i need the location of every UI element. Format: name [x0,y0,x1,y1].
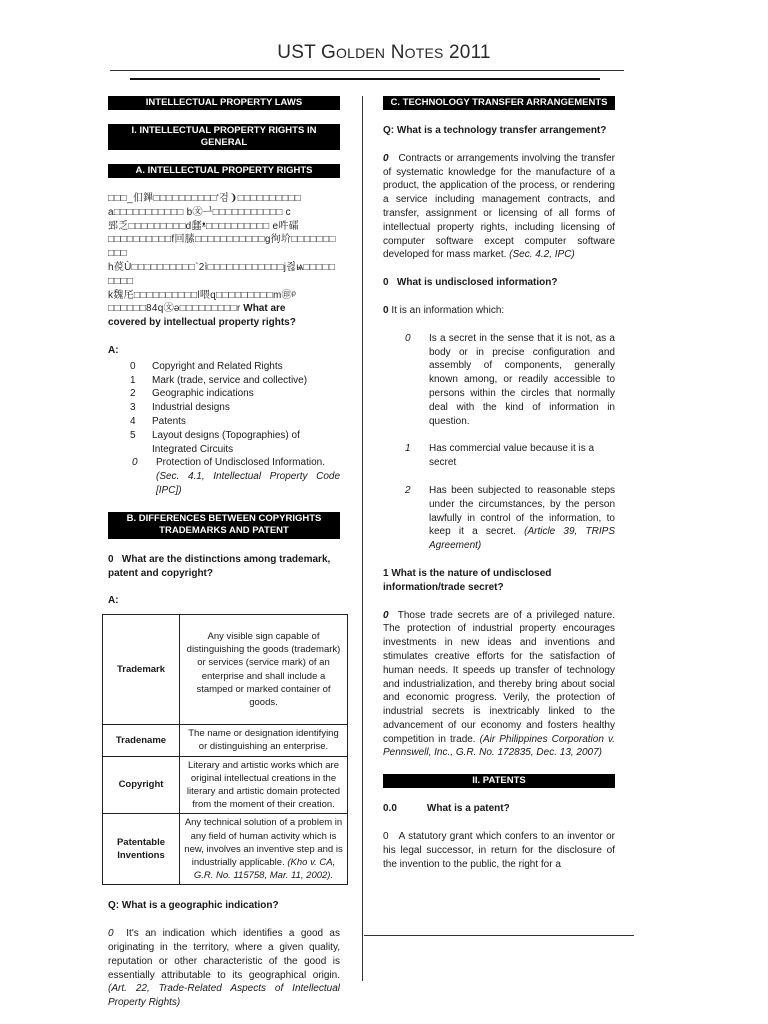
question-number: 0 [383,277,389,289]
list-item [405,484,615,553]
list-item [130,401,340,415]
table-definition-text: Any technical solution of a problem in any field of human activity which is new, involves an inventive step and is industrially applicable. [184,817,343,868]
table-row [103,756,348,814]
comparison-table [102,614,348,885]
list-item-number: 1 [130,374,136,386]
page-header [0,42,768,64]
footer-rule [364,935,634,936]
answer [383,152,615,262]
list-item-number: 0 [405,332,411,344]
citation: (Kho v. CA, G.R. No. 115758, Mar. 11, 2002). [193,856,336,882]
question-text: What is undisclosed information? [396,277,558,289]
question-text: What is the nature of undisclosed information/trade secret? [383,567,552,593]
answer-text: Those trade secrets are of a privileged nature. The protection of industrial property encourages investments in new ideas and inventions and stimulates creative efforts for the satisfaction of human needs. It speeds up transfer of technology and industrialization, and thereby bring about social and economic progress. Verily, the protection of industrial secrets is inextricably linked to the advancement of our economy and fosters healthy competition in trade. [383,609,615,745]
list-item-number: 0 [130,360,136,372]
question-text: What are the distinctions among trademark, patent and copyright? [108,553,331,579]
header-rule-thick [130,78,600,80]
answer-number: 0 [383,152,389,164]
header-title-part: OLDEN [336,45,386,61]
header-title-part: UST G [277,42,336,63]
header-title-part: N [385,42,405,63]
list-item [130,374,340,388]
question-number: 0 [108,553,114,565]
answer-label: A: [108,595,119,607]
list-item-text: Industrial designs [152,402,230,414]
table-term: Trademark [103,615,180,725]
garbled-line: □□□□□□□□□□f回膆□□□□□□□□□□□g徇圿□□□□□□□□□□ [108,234,336,260]
citation: (Sec. 4.2, IPC) [509,249,575,261]
table-row [103,725,348,756]
answer-label: A: [108,344,119,356]
answer [383,304,615,318]
answer [383,830,615,871]
list-item-text: Geographic indications [152,388,254,400]
table-definition: Any visible sign capable of distinguishing the goods (trademark) or services (service mark) of an enterprise and shall include a stamped or marked container of goods. [180,615,348,725]
table-row [103,814,348,885]
question [383,276,615,290]
section-heading: INTELLECTUAL PROPERTY LAWS [108,96,340,110]
section-heading: II. PATENTS [383,774,615,788]
citation: (Sec. 4.1, Intellectual Property Code [IPC]) [156,471,340,496]
answer-text: Contracts or arrangements involving the transfer of systematic knowledge for the manufacture of a product, the application of the process, or rendering a service including management contracts, and transfer, assignment or licensing of all forms of intellectual property rights, including licensing of computer software except computer software developed for mass market. [383,152,615,261]
list-item-text: Patents [152,415,186,427]
header-title-year: 2011 [443,42,491,63]
garbled-line: k魏厇□□□□□□□□□□l喂ɋ□□□□□□□□□m㊞ᵖ [108,289,297,301]
list-item-number: 2 [405,484,411,496]
list-item-number: 2 [130,388,136,400]
section-heading: A. INTELLECTUAL PROPERTY RIGHTS [108,164,340,178]
question [383,567,615,595]
table-term: Tradename [103,725,180,756]
garbled-line: □□□_㐰鏎□□□□□□□□□□'검❩□□□□□□□□□□ [108,193,302,204]
list-item-number: 5 [130,429,136,441]
list-item [130,387,340,401]
table-definition [180,814,348,885]
citation: (Air Philippines Corporation v. Pennswell, Inc., G.R. No. 172835, Dec. 13, 2007) [383,733,615,759]
list-item-text: Has commercial value because it is a secret [429,443,595,469]
question-text: What are [240,303,286,315]
header-rule-thin [110,70,624,71]
table-term: Copyright [103,756,180,814]
table-row [103,615,348,725]
answer-number: 0 [383,831,389,843]
list-item [130,429,340,457]
list-item-text: Layout designs (Topographies) of Integrated Circuits [152,429,300,455]
answer-text: It's an indication which identifies a good as originating in the territory, where a given quality, reputation or other characteristic of the good is essentially attributable to its geographical origin. [108,928,340,981]
citation: (Art. 22, Trade-Related Aspects of Intellectual Property Rights) [108,983,340,1009]
list-item-number: 0 [132,457,138,469]
question-text: Q: What is a geographic indication? [108,900,279,912]
column-divider [362,96,363,981]
citation: (Article 39, TRIPS Agreement) [429,526,615,552]
garbled-line: 䣆乏□□□□□□□□□d瓥ᵜ□□□□□□□□□□ e吽礵 [108,220,299,232]
section-heading: B. DIFFERENCES BETWEEN COPYRIGHTS TRADEMARKS AND PATENT [108,512,340,539]
garbled-line: □□□□□□84q㉆ə□□□□□□□□□r [108,303,241,315]
list-item [405,332,615,429]
list-item-number: 4 [130,415,136,427]
question-text: What is a patent? [426,803,510,815]
question-text: Q: What is a technology transfer arrangement? [383,125,607,136]
question-text: covered by intellectual property rights? [108,317,296,329]
section-heading: I. INTELLECTUAL PROPERTY RIGHTS IN GENERAL [108,124,340,150]
answer-number: 0 [108,928,114,940]
question [383,802,615,816]
answer [383,609,615,761]
right-column [383,95,615,871]
list-item-number: 3 [130,402,136,414]
section-heading: C. TECHNOLOGY TRANSFER ARRANGEMENTS [383,96,615,110]
garbled-line: h䓲Ù□□□□□□□□□□`2ì□□□□□□□□□□□□j쥖ѩ□□□□□□□□□ [108,261,336,287]
list-item [130,360,340,374]
answer-text: A statutory grant which confers to an inventor or his legal successor, in return for the disclosure of the invention to the public, the right for a [383,831,615,870]
answer [108,927,340,1010]
garbled-line: a□□□□□□□□□□□ b㉆ᆜ□□□□□□□□□□□ c [108,206,291,218]
list-item-text: Copyright and Related Rights [152,360,283,372]
ip-rights-list [108,360,340,457]
list-item [130,415,340,429]
list-item-text: Mark (trade, service and collective) [152,374,308,386]
answer-text: It is an information which: [391,304,505,316]
question-number: 1 [383,567,389,579]
garbled-text-block [108,192,340,330]
answer-number: 0 [383,304,389,316]
table-term: Patentable Inventions [103,814,180,885]
answer-number: 0 [383,609,389,621]
header-title-part: OTES [404,45,444,61]
question-number: 0.0 [383,803,397,815]
list-item [132,456,340,497]
list-item-text: Protection of Undisclosed Information. [156,457,325,469]
left-column [108,95,343,1010]
list-item-text: Is a secret in the sense that it is not, as a body or in precise configuration and assembly of components, generally known among, or readily accessible to persons within the circles that normally deal with the kind of information in question. [429,332,615,427]
list-item [405,442,615,470]
list-item-number: 1 [405,443,411,455]
table-definition: Literary and artistic works which are original intellectual creations in the literary and artistic domain protected from the moment of their creation. [180,756,348,814]
question [108,553,340,581]
table-definition: The name or designation identifying or distinguishing an enterprise. [180,725,348,756]
list-item-text: Has been subjected to reasonable steps under the circumstances, by the person lawfully in control of the information, to keep it a secret. [429,484,615,538]
